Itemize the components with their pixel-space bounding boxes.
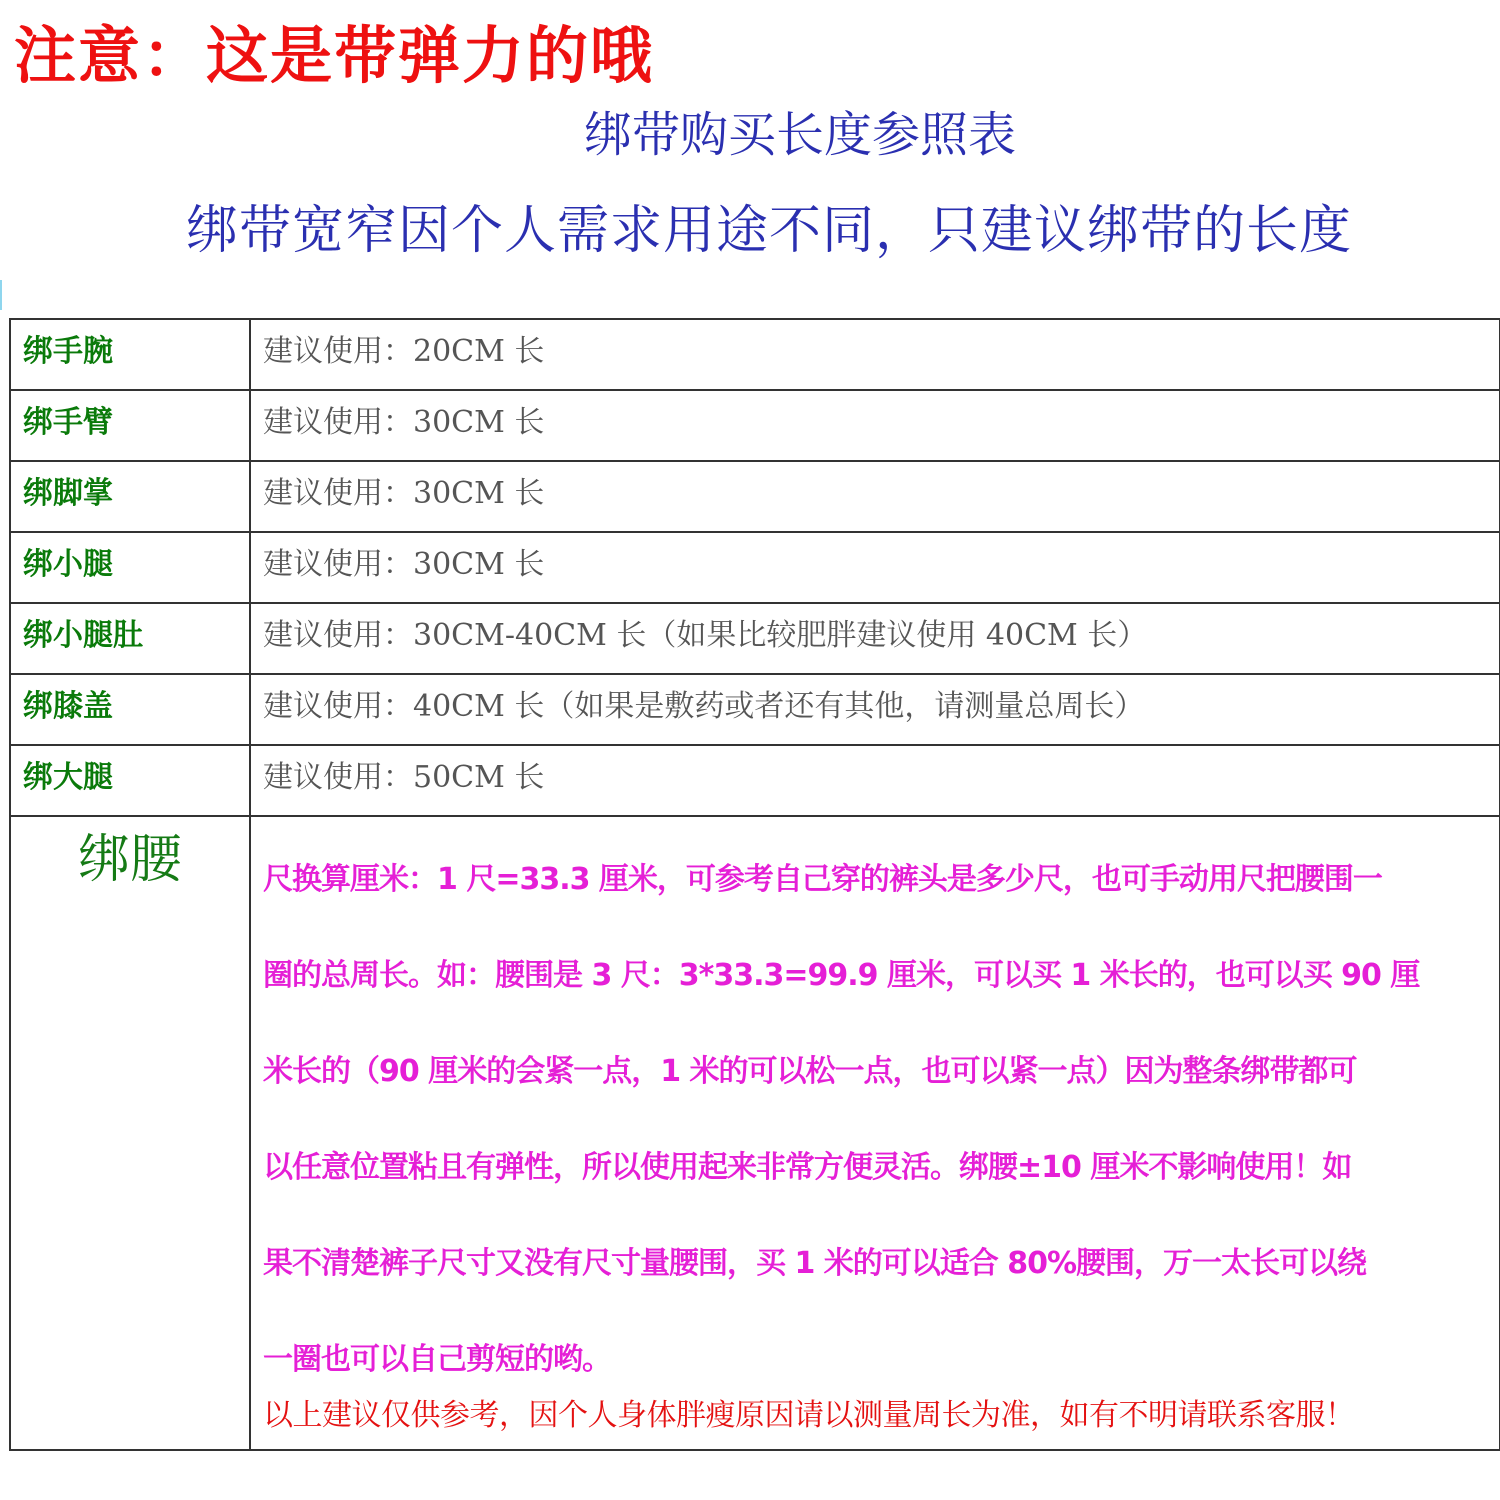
row-label-cell — [10, 674, 250, 745]
row-value-cell — [250, 603, 1500, 674]
row-value: 建议使用：30CM 长 — [263, 405, 545, 440]
waist-text-line: 果不清楚裤子尺寸又没有尺寸量腰围，买 1 米的可以适合 80%腰围，万一太长可以绕 — [263, 1246, 1367, 1281]
row-value: 建议使用：30CM-40CM 长（如果比较肥胖建议使用 40CM 长） — [263, 618, 1148, 653]
row-label: 绑手臂 — [23, 405, 113, 440]
row-label: 绑膝盖 — [23, 689, 113, 724]
row-label-cell — [10, 603, 250, 674]
table-row — [10, 390, 1500, 461]
waist-label: 绑腰 — [77, 830, 182, 890]
row-value: 建议使用：50CM 长 — [263, 760, 545, 795]
row-value-cell — [250, 532, 1500, 603]
notice-heading: 注意：这是带弹力的哦 — [14, 19, 655, 92]
row-value-cell — [250, 461, 1500, 532]
page-subtitle: 绑带宽窄因个人需求用途不同，只建议绑带的长度 — [186, 201, 1353, 261]
waist-text-line: 以任意位置粘且有弹性，所以使用起来非常方便灵活。绑腰±10 厘米不影响使用！如 — [263, 1150, 1352, 1185]
row-value-cell — [250, 674, 1500, 745]
row-label-cell — [10, 745, 250, 816]
waist-description-cell — [250, 816, 1500, 1450]
row-value: 建议使用：30CM 长 — [263, 476, 545, 511]
table-row — [10, 674, 1500, 745]
table-row — [10, 319, 1500, 390]
row-label-cell — [10, 461, 250, 532]
row-value: 建议使用：20CM 长 — [263, 334, 545, 369]
table-row — [10, 461, 1500, 532]
row-label: 绑小腿 — [23, 547, 113, 582]
waist-text-line: 圈的总周长。如：腰围是 3 尺：3*33.3=99.9 厘米，可以买 1 米长的，也可以买 90 厘 — [263, 958, 1420, 993]
row-label: 绑大腿 — [23, 760, 113, 795]
page-title: 绑带购买长度参照表 — [583, 107, 1016, 163]
length-reference-table — [9, 318, 1500, 1451]
waist-text-line: 尺换算厘米：1 尺=33.3 厘米，可参考自己穿的裤头是多少尺，也可手动用尺把腰围一 — [263, 862, 1382, 897]
table-row — [10, 745, 1500, 816]
row-label-cell — [10, 319, 250, 390]
disclaimer-text: 以上建议仅供参考，因个人身体胖瘦原因请以测量周长为准，如有不明请联系客服！ — [263, 1398, 1355, 1433]
row-label: 绑手腕 — [23, 334, 113, 369]
waist-description — [251, 817, 1499, 1439]
waist-text-line: 米长的（90 厘米的会紧一点，1 米的可以松一点，也可以紧一点）因为整条绑带都可 — [263, 1054, 1357, 1089]
row-label: 绑脚掌 — [23, 476, 113, 511]
row-label-cell — [10, 390, 250, 461]
row-value: 建议使用：40CM 长（如果是敷药或者还有其他，请测量总周长） — [263, 689, 1145, 724]
waist-row — [10, 816, 1500, 1450]
table-row — [10, 603, 1500, 674]
waist-text-line: 一圈也可以自己剪短的哟。 — [263, 1342, 611, 1377]
row-label: 绑小腿肚 — [23, 618, 143, 653]
row-value-cell — [250, 745, 1500, 816]
row-value-cell — [250, 319, 1500, 390]
table-row — [10, 532, 1500, 603]
waist-label-cell — [10, 816, 250, 1450]
edge-marker — [0, 280, 2, 310]
row-value-cell — [250, 390, 1500, 461]
row-label-cell — [10, 532, 250, 603]
row-value: 建议使用：30CM 长 — [263, 547, 545, 582]
